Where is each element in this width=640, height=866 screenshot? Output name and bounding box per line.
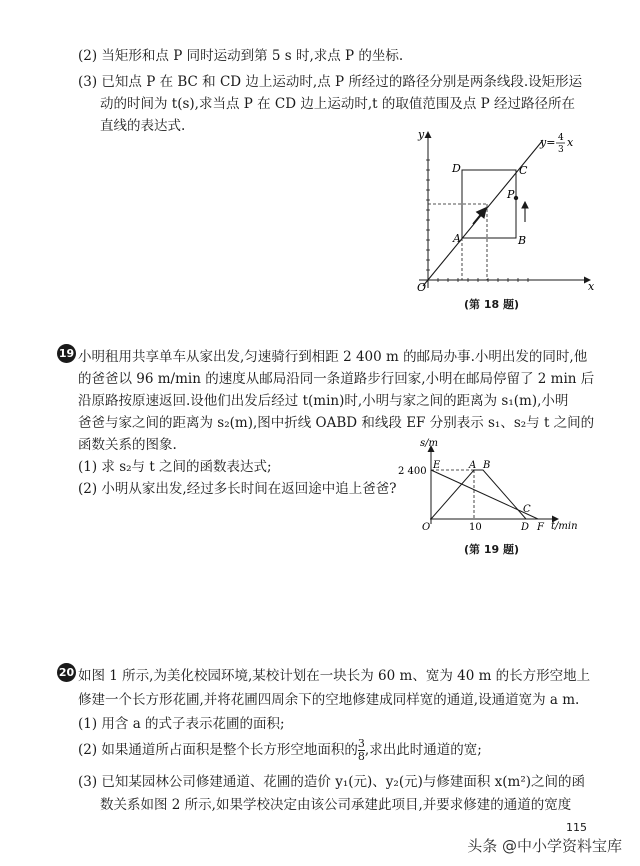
q18-item3-line3: 直线的表达式. [100, 118, 186, 134]
fig19-point-b: B [483, 460, 491, 471]
fig18-line-label-den: 3 [558, 145, 564, 155]
fig19-y-axis-label: s/m [420, 438, 438, 449]
fig19-point-f: F [537, 522, 544, 533]
fig19-x-axis-label: t/min [551, 521, 578, 532]
figure-19 [398, 432, 580, 534]
q20-item2-fraction [358, 738, 365, 763]
page-number: 115 [566, 821, 587, 834]
q19-line4: 爸爸与家之间的距离为 s₂(m),图中折线 OABD 和线段 EF 分别表示 s₁、s₂与 t 之间的 [78, 415, 595, 431]
q18-item3-line1: (3) 已知点 P 在 BC 和 CD 边上运动时,点 P 所经过的路径分别是两条线段.设矩形运 [78, 74, 583, 90]
q19-item1: (1) 求 s₂与 t 之间的函数表达式; [78, 459, 272, 475]
fig18-x-label: x [588, 280, 595, 291]
figure-19-caption: (第 19 题) [464, 543, 520, 556]
q20-item2-num: 3 [357, 737, 365, 750]
q20-number-badge: 20 [57, 663, 76, 682]
q20-item1: (1) 用含 a 的式子表示花圃的面积; [78, 716, 285, 732]
q20-item2-pre: (2) 如果通道所占面积是整个长方形空地面积的 [78, 742, 358, 758]
q19-line2: 的爸爸以 96 m/min 的速度从邮局沿同一条道路步行回家,小明在邮局停留了 2 min 后 [78, 371, 595, 387]
q20-line1: 如图 1 所示,为美化校园环境,某校计划在一块长为 60 m、宽为 40 m 的长方形空地上 [78, 668, 591, 684]
fig19-y-tick: 2 400 [398, 466, 427, 477]
q18-item3-line2: 动的时间为 t(s),求当点 P 在 CD 边上运动时,t 的取值范围及点 P 经过路径所在 [100, 96, 576, 112]
watermark: 头条 @中小学资料宝库 [467, 837, 622, 855]
fig18-line-label-num: 4 [558, 133, 564, 143]
fig18-line-label-prefix: y= [540, 136, 556, 149]
fig18-point-c: C [519, 164, 528, 177]
fig18-point-p: P [507, 188, 515, 201]
fig19-point-a: A [469, 460, 477, 471]
q19-line1: 小明租用共享单车从家出发,匀速骑行到相距 2 400 m 的邮局办事.小明出发的同时,他 [78, 349, 588, 365]
fig18-point-b: B [518, 234, 527, 247]
fig19-origin-label: O [422, 522, 431, 533]
fig19-point-d: D [521, 522, 530, 533]
fig18-y-label: y [418, 128, 425, 141]
fig18-line-label-var: x [567, 136, 574, 149]
q20-line2: 修建一个长方形花圃,并将花圃四周余下的空地修建成同样宽的通道,设通道宽为 a m. [78, 692, 580, 708]
q18-item2: (2) 当矩形和点 P 同时运动到第 5 s 时,求点 P 的坐标. [78, 48, 404, 64]
figure-18 [415, 126, 600, 291]
q20-item3-line2: 数关系如图 2 所示,如果学校决定由该公司承建此项目,并要求修建的通道的宽度 [100, 797, 572, 813]
fig18-point-d: D [452, 162, 461, 175]
q20-item3-line1: (3) 已知某园林公司修建通道、花圃的造价 y₁(元)、y₂(元)与修建面积 x(m²)之间的函 [78, 774, 586, 790]
fig19-point-e: E [433, 460, 441, 471]
q20-item2-post: ,求出此时通道的宽; [364, 742, 482, 758]
fig18-origin-label: O [417, 281, 427, 291]
q20-item2 [78, 738, 482, 763]
fig19-x-tick: 10 [469, 522, 482, 533]
q19-line3: 沿原路按原速返回.设他们出发后经过 t(min)时,小明与家之间的距离为 s₁(m),小明 [78, 393, 569, 409]
q20-item2-den: 8 [357, 750, 365, 763]
q19-number-badge: 19 [57, 344, 76, 363]
fig19-point-c: C [523, 504, 531, 515]
q19-item2: (2) 小明从家出发,经过多长时间在返回途中追上爸爸? [78, 481, 397, 497]
fig18-point-a: A [453, 232, 461, 245]
q19-line5: 函数关系的图象. [78, 437, 177, 453]
figure-18-caption: (第 18 题) [464, 298, 520, 311]
